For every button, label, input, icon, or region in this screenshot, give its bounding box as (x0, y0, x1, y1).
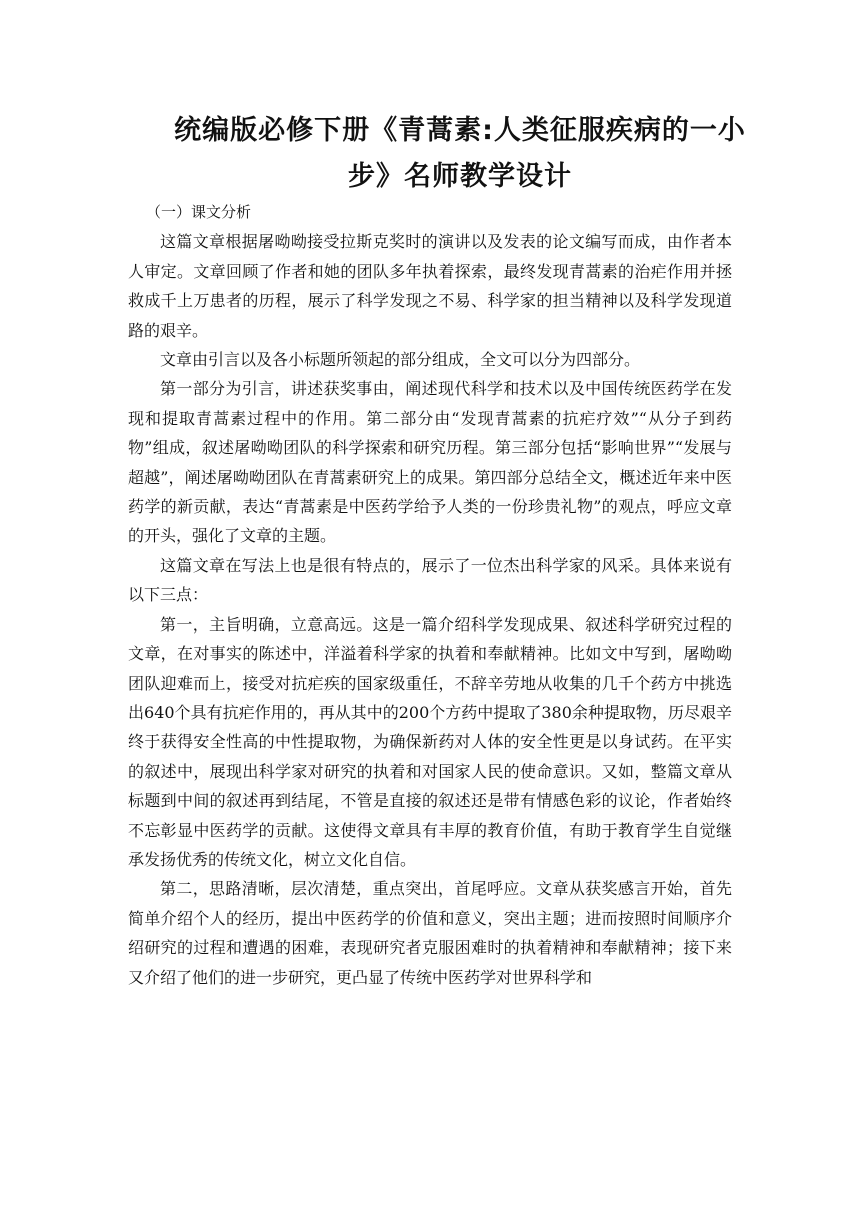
paragraph-1: 这篇文章根据屠呦呦接受拉斯克奖时的演讲以及发表的论文编写而成，由作者本人审定。文章回顾了作者和她的团队多年执着探索，最终发现青蒿素的治疟作用并拯救成千上万患者的历程，展示了科学发现之不易、科学家的担当精神以及科学发现道路的艰辛。 (128, 232, 732, 340)
paragraph-4: 这篇文章在写法上也是很有特点的，展示了一位杰出科学家的风采。具体来说有以下三点： (128, 555, 732, 605)
paragraph-2: 文章由引言以及各小标题所领起的部分组成，全文可以分为四部分。 (160, 350, 641, 370)
title-line-2: 步》名师教学设计 (348, 161, 572, 192)
document-title (150, 108, 770, 200)
section-heading: （一）课文分析 (146, 203, 252, 221)
title-line-1: 统编版必修下册《青蒿素:人类征服疾病的一小 (174, 115, 746, 146)
paragraph-5: 第一，主旨明确，立意高远。这是一篇介绍科学发现成果、叙述科学研究过程的文章，在对事实的陈述中，洋溢着科学家的执着和奉献精神。比如文中写到，屠呦呦团队迎难而上，接受对抗疟疾的国家级重任，不辞辛劳地从收集的几千个药方中挑选出640个具有抗疟作用的，再从其中的200个方药中提取了380余种提取物，历尽艰辛终于获得安全性高的中性提取物，为确保新药对人体的安全性更是以身试药。在平实的叙述中，展现出科学家对研究的执着和对国家人民的使命意识。又如，整篇文章从标题到中间的叙述再到结尾，不管是直接的叙述还是带有情感色彩的议论，作者始终不忘彰显中医药学的贡献。这使得文章具有丰厚的教育价值，有助于教育学生自觉继承发扬优秀的传统文化，树立文化自信。 (128, 614, 732, 869)
paragraph-3: 第一部分为引言，讲述获奖事由，阐述现代科学和技术以及中国传统医药学在发现和提取青蒿素过程中的作用。第二部分由“发现青蒿素的抗疟疗效”“从分子到药物”组成，叙述屠呦呦团队的科学探索和研究历程。第三部分包括“影响世界”“发展与超越”，阐述屠呦呦团队在青蒿素研究上的成果。第四部分总结全文，概述近年来中医药学的新贡献，表达“青蒿素是中医药学给予人类的一份珍贵礼物”的观点，呼应文章的开头，强化了文章的主题。 (128, 379, 732, 546)
document-body (128, 198, 732, 992)
paragraph-6: 第二，思路清晰，层次清楚，重点突出，首尾呼应。文章从获奖感言开始，首先简单介绍个人的经历，提出中医药学的价值和意义，突出主题；进而按照时间顺序介绍研究的过程和遭遇的困难，表现研究者克服困难时的执着精神和奉献精神；接下来又介绍了他们的进一步研究，更凸显了传统中医药学对世界科学和 (128, 879, 732, 987)
